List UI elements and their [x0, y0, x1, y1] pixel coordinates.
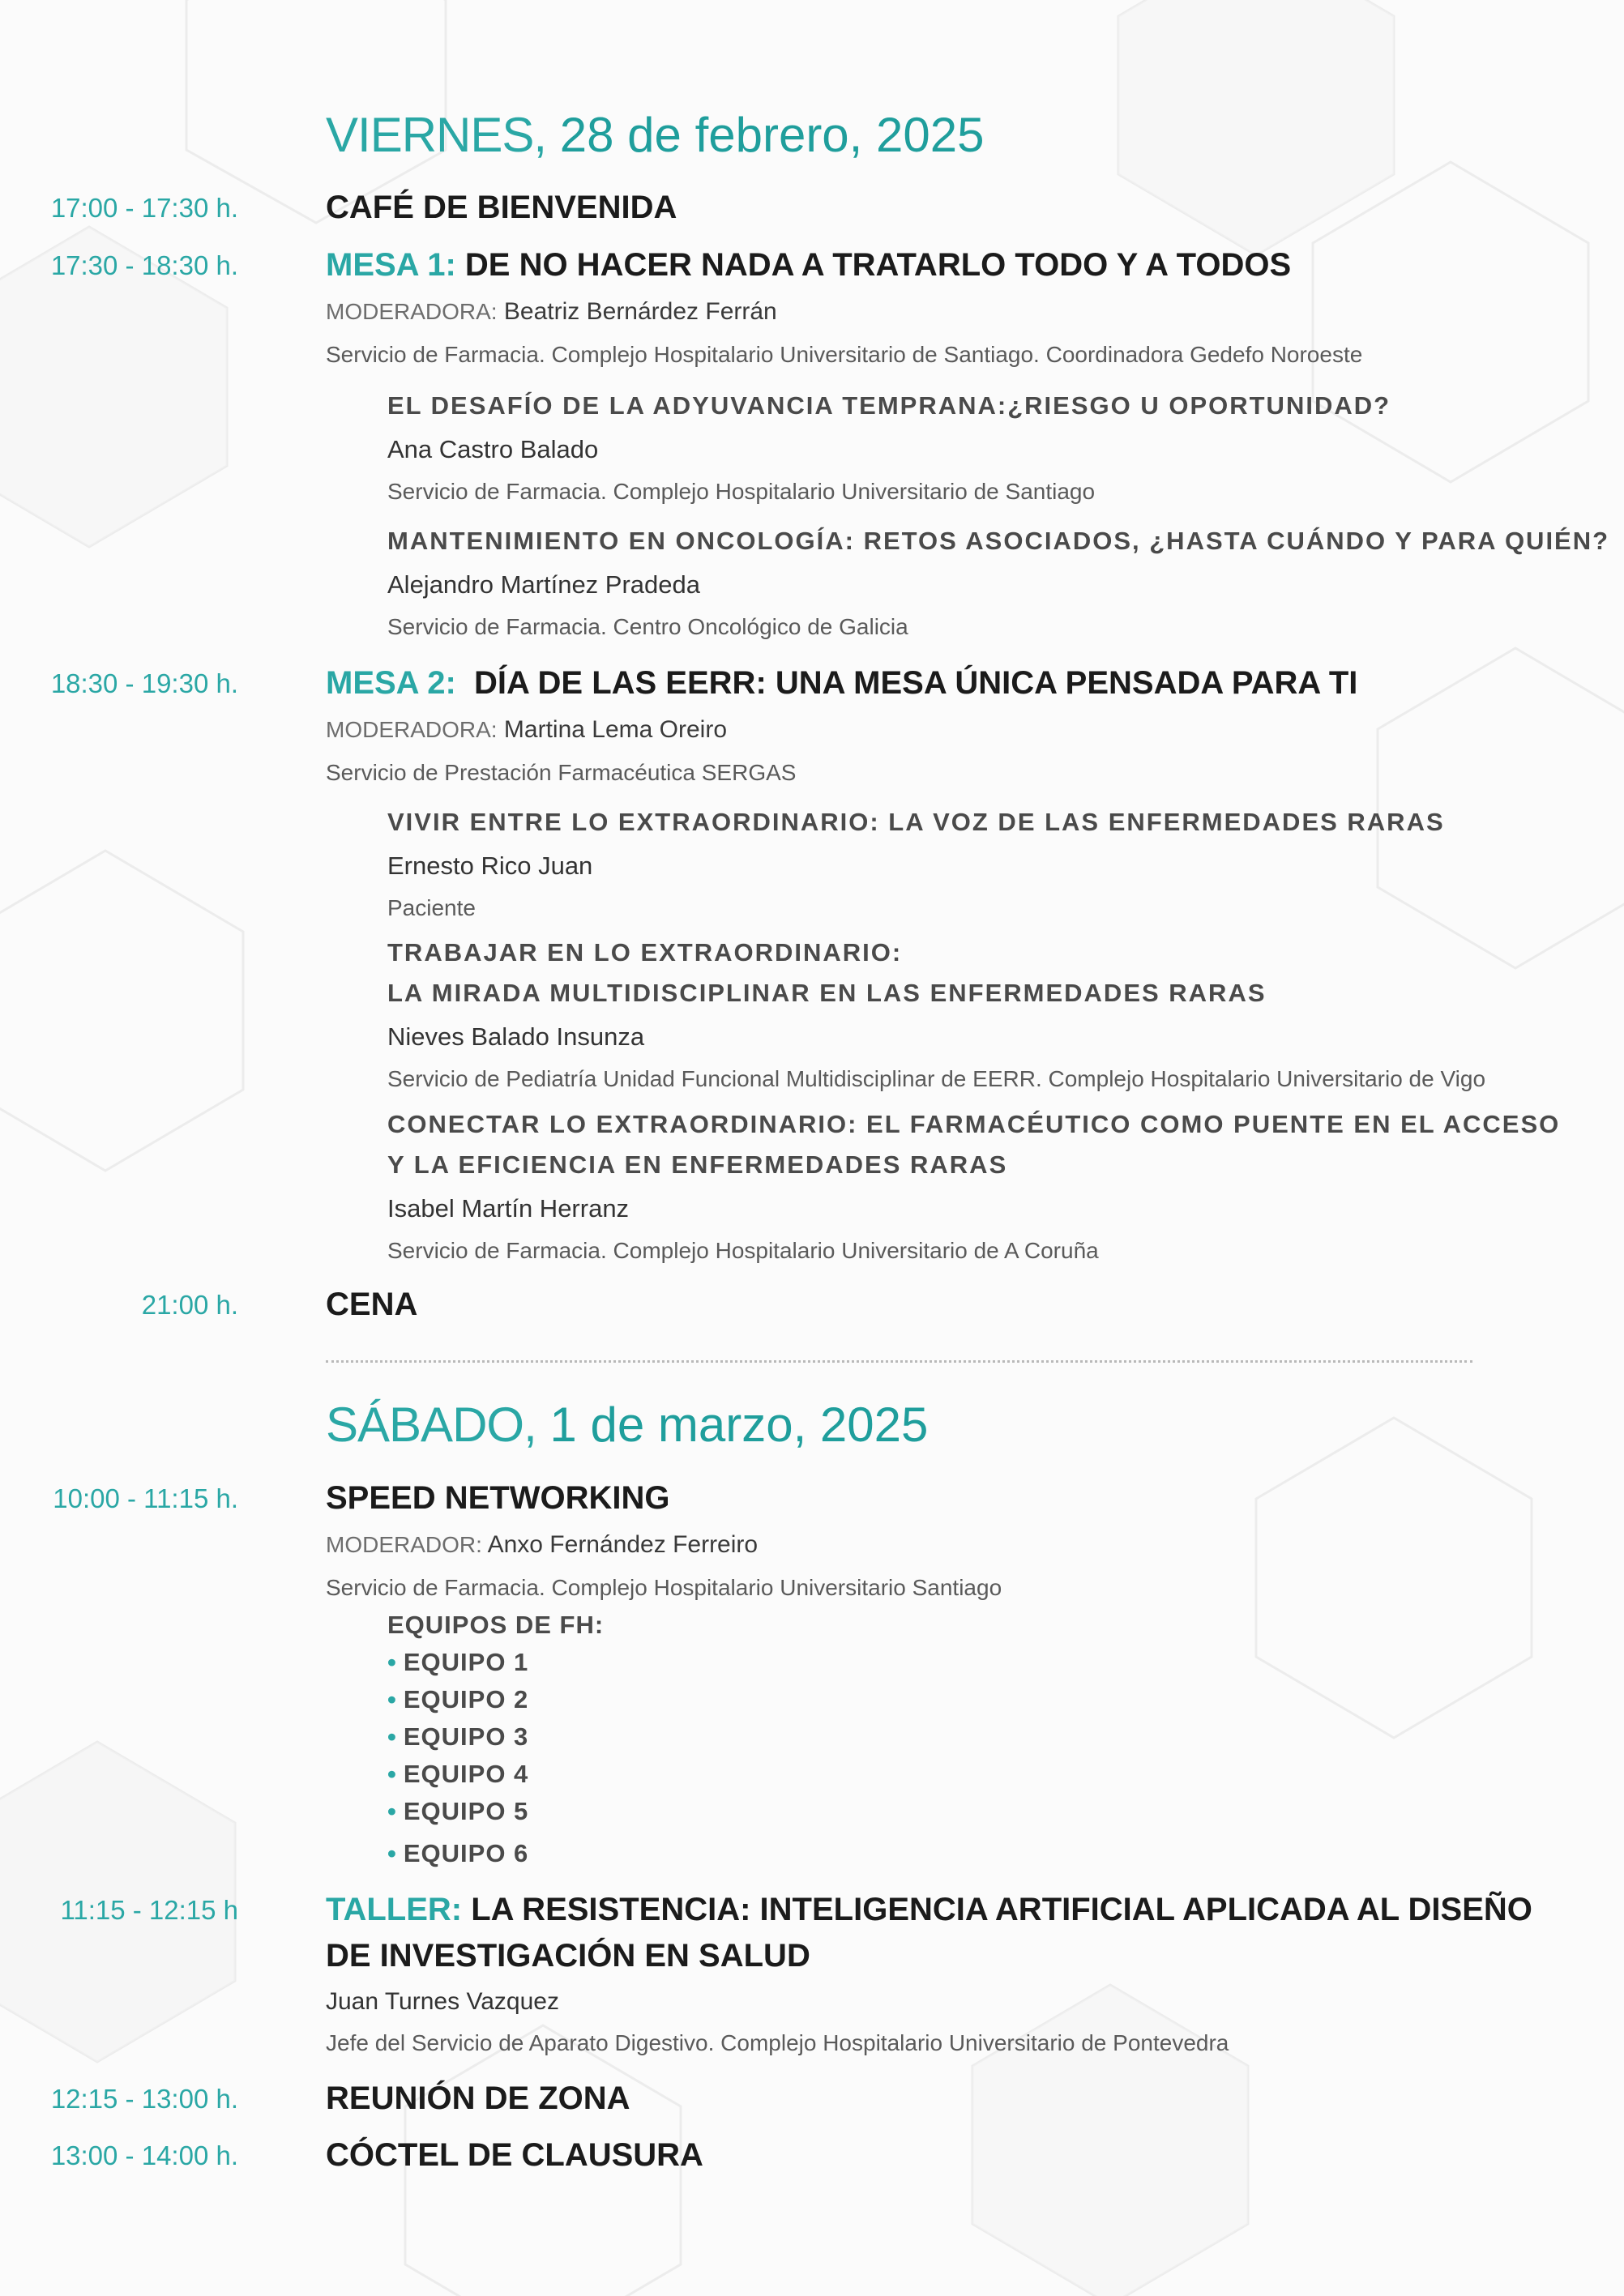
team-item	[387, 1722, 528, 1752]
talk-speaker: Ana Castro Balado	[387, 435, 599, 463]
day-name: VIERNES,	[326, 108, 547, 162]
session-time: 12:15 - 13:00 h.	[50, 2084, 238, 2114]
talk-speaker: Isabel Martín Herranz	[387, 1194, 630, 1223]
bullet-icon: •	[387, 1685, 397, 1713]
team-item	[387, 1648, 528, 1677]
moderator-name: Beatriz Bernárdez Ferrán	[503, 298, 777, 325]
talk-title-line-1: CONECTAR LO EXTRAORDINARIO: EL FARMACÉUTICO COMO PUENTE EN EL ACCESO	[387, 1110, 1561, 1138]
talk-title: EL DESAFÍO DE LA ADYUVANCIA TEMPRANA:¿RIESGO U OPORTUNIDAD?	[387, 391, 1391, 420]
day-date: 28 de febrero, 2025	[559, 108, 985, 162]
team-label: EQUIPO 6	[403, 1839, 529, 1867]
bullet-icon: •	[387, 1722, 397, 1751]
talk-affiliation: Jefe del Servicio de Aparato Digestivo. Complejo Hospitalario Universitario de Pontevedra	[326, 2030, 1229, 2055]
session-title-text: DE NO HACER NADA A TRATARLO TODO Y A TODOS	[464, 247, 1292, 283]
talk-affiliation: Servicio de Farmacia. Complejo Hospitalario Universitario de A Coruña	[387, 1238, 1099, 1263]
talk-speaker: Nieves Balado Insunza	[387, 1022, 645, 1051]
session-time: 10:00 - 11:15 h.	[53, 1483, 238, 1513]
session-time: 11:15 - 12:15 h	[60, 1895, 238, 1925]
team-item	[387, 1797, 528, 1826]
moderator-affiliation: Servicio de Prestación Farmacéutica SERGAS	[326, 760, 797, 785]
session-title-text: DÍA DE LAS EERR: UNA MESA ÚNICA PENSADA PARA TI	[474, 665, 1358, 701]
session-title	[326, 1892, 1532, 1928]
talk-title: MANTENIMIENTO EN ONCOLOGÍA: RETOS ASOCIADOS, ¿HASTA CUÁNDO Y PARA QUIÉN?	[387, 527, 1610, 555]
team-label: EQUIPO 3	[403, 1722, 529, 1751]
team-label: EQUIPO 2	[403, 1685, 529, 1713]
team-label: EQUIPO 1	[403, 1648, 529, 1676]
moderator-label: MODERADORA:	[326, 717, 498, 742]
day-heading-saturday	[326, 1397, 928, 1453]
talk-speaker: Ernesto Rico Juan	[387, 851, 593, 880]
moderator-name: Anxo Fernández Ferreiro	[487, 1531, 759, 1558]
session-time: 17:30 - 18:30 h.	[50, 250, 238, 280]
talk-affiliation: Servicio de Pediatría Unidad Funcional Multidisciplinar de EERR. Complejo Hospitalario Universitario de Vigo	[387, 1066, 1486, 1091]
day-date: 1 de marzo, 2025	[549, 1398, 929, 1452]
moderator-label: MODERADOR:	[326, 1532, 482, 1557]
session-time: 21:00 h.	[141, 1290, 238, 1320]
teams-title: EQUIPOS DE FH:	[387, 1611, 605, 1639]
talk-affiliation: Servicio de Farmacia. Complejo Hospitalario Universitario de Santiago	[387, 479, 1096, 504]
talk-affiliation: Paciente	[387, 895, 476, 920]
day-divider	[326, 1360, 1472, 1363]
bullet-icon: •	[387, 1797, 397, 1825]
session-title: CÓCTEL DE CLAUSURA	[326, 2137, 703, 2173]
session-prefix: MESA 2:	[326, 665, 456, 701]
session-time: 13:00 - 14:00 h.	[50, 2140, 238, 2170]
session-time: 17:00 - 17:30 h.	[50, 193, 238, 223]
moderator-affiliation: Servicio de Farmacia. Complejo Hospitalario Universitario de Santiago. Coordinadora Gedefo Noroeste	[326, 342, 1363, 367]
team-item	[387, 1760, 528, 1789]
moderator-name: Martina Lema Oreiro	[503, 716, 728, 743]
team-label: EQUIPO 5	[403, 1797, 529, 1825]
bullet-icon: •	[387, 1839, 397, 1867]
session-title-text: LA RESISTENCIA: INTELIGENCIA ARTIFICIAL APLICADA AL DISEÑO	[471, 1892, 1532, 1927]
team-label: EQUIPO 4	[403, 1760, 529, 1788]
bullet-icon: •	[387, 1648, 397, 1676]
session-title: SPEED NETWORKING	[326, 1480, 670, 1516]
moderator	[326, 1531, 758, 1559]
day-heading-friday	[326, 107, 985, 163]
session-title: CENA	[326, 1287, 418, 1322]
session-title	[326, 665, 1357, 702]
moderator	[326, 716, 727, 744]
session-title: CAFÉ DE BIENVENIDA	[326, 190, 677, 225]
session-prefix: MESA 1:	[326, 247, 456, 283]
moderator	[326, 298, 777, 326]
talk-speaker: Juan Turnes Vazquez	[326, 1988, 559, 2015]
session-time: 18:30 - 19:30 h.	[50, 668, 238, 698]
talk-title-line-2: Y LA EFICIENCIA EN ENFERMEDADES RARAS	[387, 1150, 1008, 1179]
talk-title-line-1: TRABAJAR EN LO EXTRAORDINARIO:	[387, 938, 903, 967]
moderator-label: MODERADORA:	[326, 299, 498, 324]
moderator-affiliation: Servicio de Farmacia. Complejo Hospitalario Universitario Santiago	[326, 1575, 1002, 1600]
session-title: REUNIÓN DE ZONA	[326, 2080, 630, 2116]
team-item	[387, 1685, 528, 1714]
session-title	[326, 247, 1291, 284]
bullet-icon: •	[387, 1760, 397, 1788]
session-prefix: TALLER:	[326, 1892, 463, 1927]
session-title-line-2: DE INVESTIGACIÓN EN SALUD	[326, 1938, 810, 1974]
talk-title-line-2: LA MIRADA MULTIDISCIPLINAR EN LAS ENFERMEDADES RARAS	[387, 979, 1267, 1007]
talk-affiliation: Servicio de Farmacia. Centro Oncológico de Galicia	[387, 614, 908, 639]
team-item	[387, 1839, 528, 1868]
talk-speaker: Alejandro Martínez Pradeda	[387, 570, 701, 599]
day-name: SÁBADO,	[326, 1398, 536, 1452]
talk-title: VIVIR ENTRE LO EXTRAORDINARIO: LA VOZ DE LAS ENFERMEDADES RARAS	[387, 808, 1445, 836]
